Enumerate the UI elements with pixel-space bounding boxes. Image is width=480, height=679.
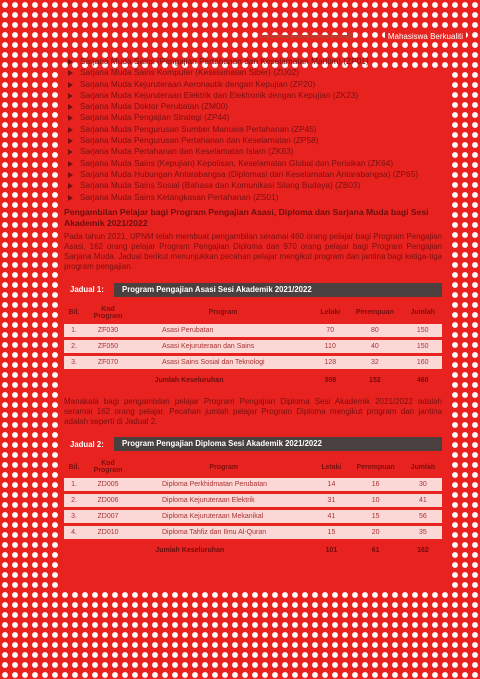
cell-jumlah: 56: [404, 509, 442, 525]
list-item: Sarjana Muda Sains (Kepujian) Kepolisan, Keselamatan Global dan Perisikan (ZK64): [80, 158, 442, 169]
cell-kod: ZF050: [84, 338, 132, 354]
cell-bil: 4.: [64, 525, 84, 541]
list-item: Sarjana Muda Kejuruteraan Aeronautik dengan Kepujian (ZP20): [80, 79, 442, 90]
list-item: Sarjana Muda Pengurusan Pertahanan dan Keselamatan (ZP58): [80, 135, 442, 146]
column-header-jumlah: Jumlah: [410, 463, 436, 471]
table1-label: Jadual 1:: [70, 285, 104, 295]
cell-perempuan: 15: [347, 509, 403, 525]
cell-kod: ZD010: [84, 525, 132, 541]
table-row: [64, 354, 442, 370]
diploma-paragraph: Manakala bagi pengambilan pelajar Program Pengajian Diploma Sesi Akademik 2021/2022 adalah seramai 162 orang pelajar. Pecahan jumlah pelajar Program Diploma mengikut program dan jantina adalah seperti di Jadual 2.: [64, 396, 442, 427]
section-title: Pengambilan Pelajar bagi Program Pengajian Asasi, Diploma dan Sarjana Muda bagi Sesi Akademik 2021/2022: [64, 206, 429, 228]
list-item: Sarjana Muda Kejuruteraan Elektrik dan Elektronik dengan Kepujian (ZK23): [80, 90, 442, 101]
cell-kod: ZD006: [84, 493, 132, 509]
column-header-lelaki: Lelaki: [321, 463, 342, 471]
list-item: Sarjana Muda Sains (Pengajian Pertahanan dan Keselamatan Maritim) (ZP01): [80, 56, 442, 67]
list-item: Sarjana Muda Sains Komputer (Keselamatan Siber) (ZU02): [80, 67, 442, 78]
cell-program: Diploma Tahfiz dan Ilmu Al-Quran: [132, 525, 315, 541]
table-row: [64, 509, 442, 525]
table-total-row: [64, 370, 442, 387]
header-title: Mahasiswa Berkualiti: [385, 31, 466, 42]
table2-label: Jadual 2:: [70, 439, 104, 449]
cell-lelaki: 128: [314, 354, 346, 370]
cell-program: Diploma Kejuruteraan Elektrik: [132, 493, 315, 509]
cell-lelaki: 14: [315, 478, 347, 493]
cell-jumlah: 160: [403, 354, 442, 370]
table-row: [64, 493, 442, 509]
cell-bil: 3.: [64, 509, 84, 525]
total-perempuan: 152: [369, 376, 381, 384]
column-header-perempuan: Perempuan: [355, 309, 394, 317]
cell-program: Diploma Perkhidmatan Perubatan: [132, 478, 315, 493]
cell-lelaki: 31: [315, 493, 347, 509]
cell-lelaki: 15: [315, 525, 347, 541]
cell-jumlah: 35: [404, 525, 442, 541]
column-header-program: Program: [209, 463, 239, 471]
column-header-kod: Kod Program: [93, 460, 123, 475]
total-lelaki: 101: [325, 547, 338, 555]
table-row: [64, 324, 442, 339]
cell-perempuan: 16: [347, 478, 403, 493]
column-header-kod: Kod Program: [93, 305, 123, 320]
table1-title: Program Pengajian Asasi Sesi Akademik 2021/2022: [114, 283, 442, 297]
cell-bil: 1.: [64, 478, 84, 493]
programme-list: [64, 56, 442, 203]
cell-bil: 1.: [64, 324, 84, 339]
table-row: [64, 478, 442, 493]
table1-caption: [64, 283, 442, 297]
list-item: Sarjana Muda Hubungan Antarabangsa (Diplomasi dan Keselamatan Antarabangsa) (ZP65): [80, 169, 442, 180]
list-item: Sarjana Muda Sains Sosial (Bahasa dan Komunikasi Silang Budaya) (ZB03): [80, 180, 442, 191]
header-rule: [262, 35, 347, 38]
cell-perempuan: 40: [346, 338, 403, 354]
column-header-lelaki: Lelaki: [320, 309, 341, 317]
cell-program: Asasi Sains Sosial dan Teknologi: [132, 354, 314, 370]
list-item: Sarjana Muda Pengajian Strategi (ZP44): [80, 112, 442, 123]
total-perempuan: 61: [371, 547, 380, 555]
column-header-bil: Bil.: [68, 309, 80, 317]
list-item: Sarjana Muda Sains Ketangkasan Pertahanan (ZS01): [80, 192, 442, 203]
cell-program: Asasi Kejuruteraan dan Sains: [132, 338, 314, 354]
cell-bil: 2.: [64, 493, 84, 509]
cell-perempuan: 20: [347, 525, 403, 541]
table-header-row: [64, 457, 442, 478]
total-jumlah: 162: [417, 547, 429, 555]
header-rule-marker: [347, 33, 353, 39]
cell-program: Diploma Kejuruteraan Mekanikal: [132, 509, 315, 525]
cell-jumlah: 150: [403, 324, 442, 339]
column-header-jumlah: Jumlah: [410, 309, 435, 317]
cell-bil: 3.: [64, 354, 84, 370]
column-header-bil: Bil.: [68, 463, 80, 471]
cell-kod: ZF030: [84, 324, 132, 339]
cell-lelaki: 41: [315, 509, 347, 525]
cell-perempuan: 10: [347, 493, 403, 509]
cell-kod: ZD007: [84, 509, 132, 525]
table-row: [64, 525, 442, 541]
table2: [64, 457, 442, 557]
cell-jumlah: 41: [404, 493, 442, 509]
cell-kod: ZD005: [84, 478, 132, 493]
list-item: Sarjana Muda Pertahanan dan Keselamatan Islam (ZK63): [80, 146, 442, 157]
cell-bil: 2.: [64, 338, 84, 354]
table-row: [64, 338, 442, 354]
cell-perempuan: 32: [346, 354, 403, 370]
cell-perempuan: 80: [346, 324, 403, 339]
table2-caption: [64, 437, 442, 451]
total-label: Jumlah Keseluruhan: [155, 547, 225, 555]
table2-title: Program Pengajian Diploma Sesi Akademik 2021/2022: [114, 437, 442, 451]
table-header-row: [64, 303, 442, 324]
total-jumlah: 460: [416, 376, 429, 384]
cell-jumlah: 30: [404, 478, 442, 493]
list-item: Sarjana Muda Pengurusan Sumber Manusia Pertahanan (ZP45): [80, 124, 442, 135]
column-header-perempuan: Perempuan: [356, 463, 395, 471]
cell-program: Asasi Perubatan: [132, 324, 314, 339]
cell-jumlah: 150: [403, 338, 442, 354]
table1: [64, 303, 442, 387]
page-content: [64, 56, 442, 557]
column-header-program: Program: [208, 309, 238, 317]
cell-lelaki: 110: [314, 338, 346, 354]
total-label: Jumlah Keseluruhan: [154, 376, 224, 384]
intro-paragraph: Pada tahun 2021, UPNM telah membuat pengambilan seramai 460 orang pelajar bagi Program Pengajian Asasi, 162 orang pelajar Program Pengajian Diploma dan 970 orang pelajar bagi Program Pengajian Sarjana Muda. Jadual berikut menunjukkan pecahan pelajar mengikut program dan jantina bagi ketiga-tiga program pengajian.: [64, 231, 442, 272]
table-total-row: [64, 541, 442, 558]
cell-lelaki: 70: [314, 324, 346, 339]
list-item: Sarjana Muda Doktor Perubatan (ZM00): [80, 101, 442, 112]
total-lelaki: 308: [324, 376, 337, 384]
cell-kod: ZF070: [84, 354, 132, 370]
